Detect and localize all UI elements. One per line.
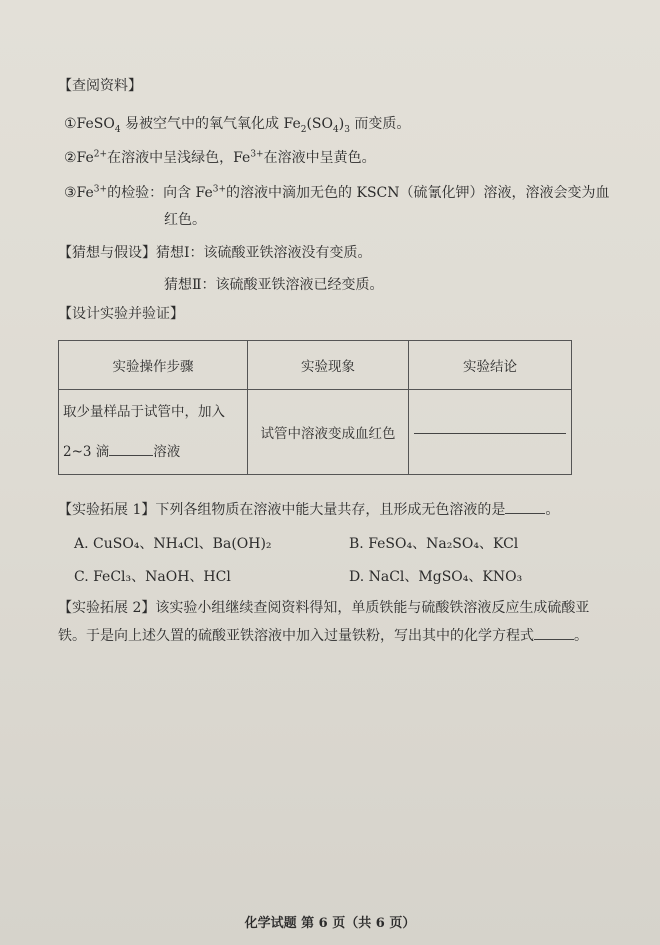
ext1-option-a: A. CuSO₄、NH₄Cl、Ba(OH)₂	[74, 536, 272, 552]
ext2-line-1: 【实验拓展 2】该实验小组继续查阅资料得知，单质铁能与硫酸铁溶液反应生成硫酸亚	[58, 600, 590, 616]
header-conclusion: 实验结论	[409, 341, 572, 390]
lookup-item-3-continued: 红色。	[164, 212, 206, 228]
page-footer: 化学试题 第 6 页（共 6 页）	[244, 916, 416, 931]
ext2-equation-blank[interactable]	[534, 639, 574, 640]
hypothesis-block	[58, 243, 372, 263]
ext1-answer-blank[interactable]	[505, 513, 545, 514]
design-heading: 【设计实验并验证】	[58, 306, 184, 322]
ext1-option-c: C. FeCl₃、NaOH、HCl	[74, 569, 231, 585]
step-line-1: 取少量样品于试管中，加入	[63, 404, 225, 420]
ext1-option-d: D. NaCl、MgSO₄、KNO₃	[349, 569, 523, 585]
lookup-item-2: $②Fe^{2+}$在溶液中呈浅绿色，$Fe^{3+}$在溶液中呈黄色。	[64, 149, 376, 166]
reagent-blank[interactable]	[109, 455, 153, 456]
lookup-item-3: $③Fe^{3+}$的检验：向含 $Fe^{3+}$的溶液中滴加无色的 KSCN（硫氰化钾）溶液，溶液会变为血	[64, 184, 610, 201]
lookup-item-1: ①FeSO$_4$ 易被空气中的氧气氧化成 $Fe_2(SO_4)_3$ 而变质。	[64, 116, 411, 135]
hypothesis-1: 猜想Ⅰ：该硫酸亚铁溶液没有变质。	[156, 245, 372, 261]
header-phenomenon: 实验现象	[248, 341, 409, 390]
cell-conclusion	[409, 390, 572, 475]
step-line-2: 2~3 滴 溶液	[63, 444, 181, 460]
header-steps: 实验操作步骤	[59, 341, 248, 390]
ext1-option-b: B. FeSO₄、Na₂SO₄、KCl	[349, 536, 519, 552]
ext1-heading: 【实验拓展 1】	[58, 502, 156, 518]
ext1-question: 【实验拓展 1】下列各组物质在溶液中能大量共存，且形成无色溶液的是 。	[58, 502, 560, 518]
conclusion-blank[interactable]	[414, 432, 566, 434]
cell-phenomenon: 试管中溶液变成血红色	[248, 390, 409, 475]
table-header-row	[59, 341, 572, 390]
cell-steps	[59, 390, 248, 475]
hypothesis-heading: 【猜想与假设】	[58, 245, 156, 261]
ext2-line-2: 铁。于是向上述久置的硫酸亚铁溶液中加入过量铁粉，写出其中的化学方程式 。	[58, 628, 588, 644]
hypothesis-2: 猜想Ⅱ：该硫酸亚铁溶液已经变质。	[164, 277, 384, 293]
lookup-heading: 【查阅资料】	[58, 78, 142, 94]
experiment-table	[58, 340, 572, 475]
ext2-heading: 【实验拓展 2】	[58, 600, 156, 616]
table-row	[59, 390, 572, 475]
